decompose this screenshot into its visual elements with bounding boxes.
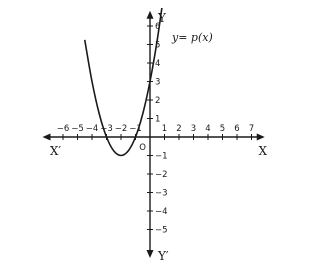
x-tick-label: −3	[100, 124, 113, 134]
y-tick-label: 3	[155, 77, 161, 88]
x-axis-arrow-right	[257, 134, 265, 141]
y-tick-label: 1	[155, 114, 161, 125]
x-axis-arrow-left	[43, 134, 51, 141]
x-tick-label: 1	[161, 124, 168, 134]
origin-label: O	[139, 143, 146, 153]
y-axis-name: Y	[158, 10, 166, 25]
curve-label: y= p(x)	[172, 30, 213, 44]
y-tick-label: −3	[155, 188, 168, 199]
y-axis-arrow-down	[147, 250, 154, 258]
y-tick-label: 5	[155, 40, 161, 51]
x-tick-label: 6	[234, 124, 240, 134]
x-tick-label: 2	[176, 124, 182, 134]
x-prime-axis-name: X′	[49, 144, 62, 158]
y-tick-label: 4	[155, 59, 161, 69]
y-prime-axis-name: Y′	[158, 249, 169, 263]
x-tick-label: 5	[219, 124, 226, 134]
y-tick-label: −5	[155, 225, 168, 236]
y-axis-arrow-up	[147, 11, 154, 19]
x-tick-label: −2	[114, 124, 128, 134]
y-tick-label: −2	[155, 170, 168, 180]
axes	[43, 11, 268, 258]
x-tick-label: 4	[205, 124, 211, 134]
x-axis-name: X	[258, 144, 268, 158]
x-tick-label: 3	[190, 124, 197, 134]
y-tick-label: 2	[155, 96, 161, 106]
y-tick-label: −4	[155, 207, 168, 217]
y-tick-label: 6	[155, 22, 161, 32]
y-tick-label: −1	[155, 151, 168, 162]
x-tick-label: −4	[85, 124, 99, 134]
x-tick-label: −1	[129, 124, 142, 134]
x-tick-label: −5	[71, 124, 84, 134]
x-tick-label: 7	[248, 124, 255, 134]
x-tick-label: −6	[56, 124, 70, 134]
